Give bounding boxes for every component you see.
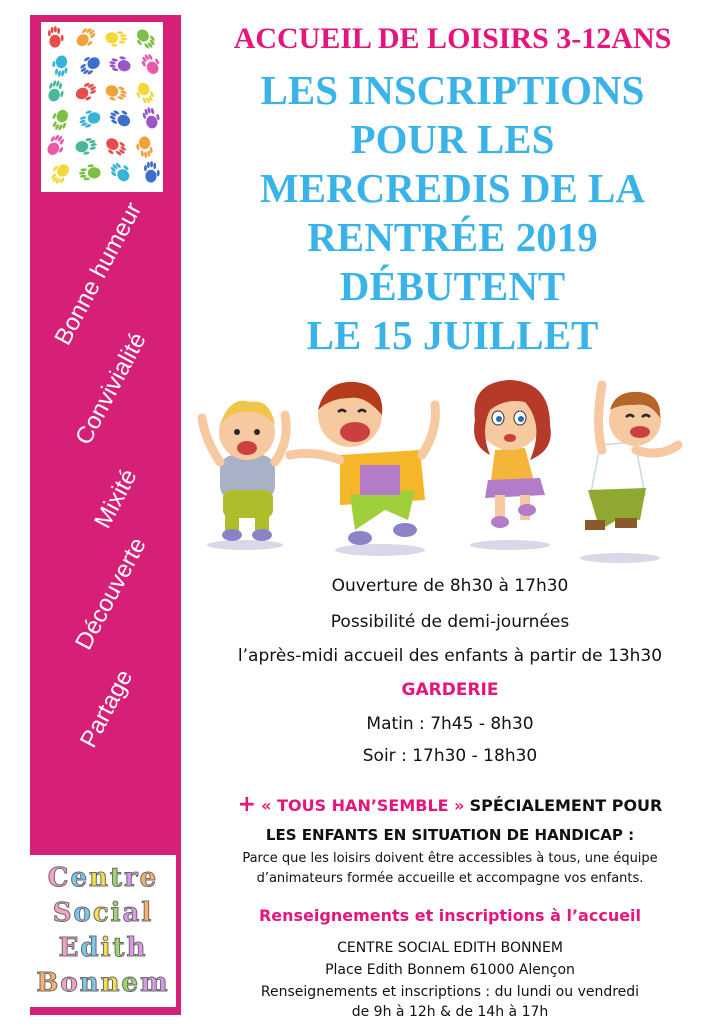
kid-4	[585, 385, 678, 530]
logo-letter: n	[79, 968, 99, 998]
logo-letter: e	[70, 863, 88, 893]
garderie-evening: Soir : 17h30 - 18h30	[362, 746, 538, 766]
value-decouverte: Découverte	[70, 533, 152, 655]
handicap-desc-2: d’animateurs formée accueille et accompagne vos enfants.	[256, 871, 644, 886]
hand-print-icon	[108, 54, 132, 74]
hand-print-icon	[46, 79, 67, 104]
hand-print-icon	[144, 161, 160, 183]
hand-print-icon	[77, 108, 103, 130]
handicap-desc-1: Parce que les loisirs doivent être accessibles à tous, une équipe	[242, 851, 658, 866]
logo-letter: e	[139, 863, 157, 893]
logo-letter: h	[126, 933, 146, 963]
hands-logo	[41, 22, 163, 192]
hand-print-icon	[107, 106, 133, 130]
program-name: « TOUS HAN’SEMBLE »	[261, 796, 465, 815]
value-mixite: Mixité	[89, 464, 143, 533]
centre-name: CENTRE SOCIAL EDITH BONNEM	[337, 940, 563, 956]
hand-print-icon	[103, 82, 129, 104]
logo-letter: S	[52, 898, 72, 928]
kid-2	[290, 382, 435, 545]
title-line-6: LE 15 JUILLET	[306, 312, 599, 358]
subtitle-accueil: ACCUEIL DE LOISIRS 3-12ANS	[233, 22, 672, 55]
logo-letter: o	[73, 898, 91, 928]
logo-letter: l	[141, 898, 152, 928]
afternoon-info: l’après-midi accueil des enfants à partir de 13h30	[237, 646, 663, 666]
kids-svg	[190, 370, 690, 570]
half-days: Possibilité de demi-journées	[330, 612, 570, 632]
garderie-label: GARDERIE	[401, 680, 499, 700]
logo-letter: d	[80, 933, 99, 963]
logo-letter: e	[121, 968, 139, 998]
logo-letter: i	[110, 898, 121, 928]
logo-letter: n	[89, 863, 108, 893]
logo-letter: C	[47, 863, 69, 893]
opening-hours: Ouverture de 8h30 à 17h30	[331, 576, 569, 596]
kid-3	[474, 380, 551, 528]
jumping-kids-illustration	[190, 370, 690, 570]
hand-print-icon	[44, 132, 69, 159]
value-convivialite: Convivialité	[70, 328, 152, 450]
hand-print-icon	[139, 50, 163, 77]
logo-letter: c	[92, 898, 109, 928]
hand-print-icon	[133, 80, 156, 106]
handicap-line-2: LES ENFANTS EN SITUATION DE HANDICAP :	[265, 826, 635, 844]
specially-for: SPÉCIALEMENT POUR	[469, 796, 663, 815]
centre-social-logo	[28, 855, 176, 1007]
hand-print-icon	[48, 26, 64, 48]
title-line-1: LES INSCRIPTIONS	[260, 67, 645, 113]
value-partage: Partage	[74, 665, 139, 753]
hand-print-icon	[48, 107, 71, 133]
logo-line-1	[28, 861, 176, 895]
hand-print-icon	[141, 105, 162, 130]
logo-letter: t	[112, 933, 125, 963]
hand-print-icon	[73, 25, 99, 51]
hours-line-2: de 9h à 12h & de 14h à 17h	[351, 1004, 549, 1020]
logo-letter: m	[140, 968, 168, 998]
logo-letter: B	[36, 968, 59, 998]
kid-1	[202, 401, 286, 541]
title-line-5: DÉBUTENT	[339, 263, 566, 309]
logo-line-4	[28, 966, 176, 1000]
hand-print-icon	[74, 137, 98, 157]
logo-letter: r	[123, 863, 138, 893]
logo-letter: i	[100, 933, 111, 963]
logo-letter: t	[109, 863, 122, 893]
hours-line-1: Renseignements et inscriptions : du lundi ou vendredi	[260, 984, 640, 1000]
hand-print-icon	[107, 158, 133, 184]
hand-print-icon	[76, 52, 103, 77]
logo-letter: E	[58, 933, 79, 963]
sidebar-values	[30, 190, 181, 840]
hand-print-icon	[73, 80, 99, 104]
hand-print-icon	[79, 164, 101, 181]
hand-print-icon	[132, 26, 158, 53]
logo-letter: o	[60, 968, 78, 998]
plus-sign: +	[237, 792, 257, 817]
contact-heading: Renseignements et inscriptions à l’accueil	[258, 906, 642, 925]
logo-letter: a	[122, 898, 140, 928]
hand-print-icon	[102, 135, 129, 160]
value-bonne-humeur: Bonne humeur	[49, 197, 148, 350]
logo-letter: n	[100, 968, 120, 998]
centre-address: Place Edith Bonnem 61000 Alençon	[325, 962, 575, 978]
hand-print-icon	[51, 54, 70, 78]
hand-print-icon	[105, 30, 128, 47]
title-line-2: POUR LES	[350, 116, 555, 162]
logo-line-3	[28, 931, 176, 965]
garderie-morning: Matin : 7h45 - 8h30	[366, 714, 534, 734]
hand-print-icon	[47, 160, 73, 187]
handicap-line-1	[200, 792, 700, 817]
title-line-4: RENTRÉE 2019	[307, 214, 598, 260]
colorful-hands-image	[41, 22, 163, 192]
logo-line-2	[28, 896, 176, 930]
hand-print-icon	[135, 136, 153, 159]
title-line-3: MERCREDIS DE LA	[260, 165, 645, 211]
